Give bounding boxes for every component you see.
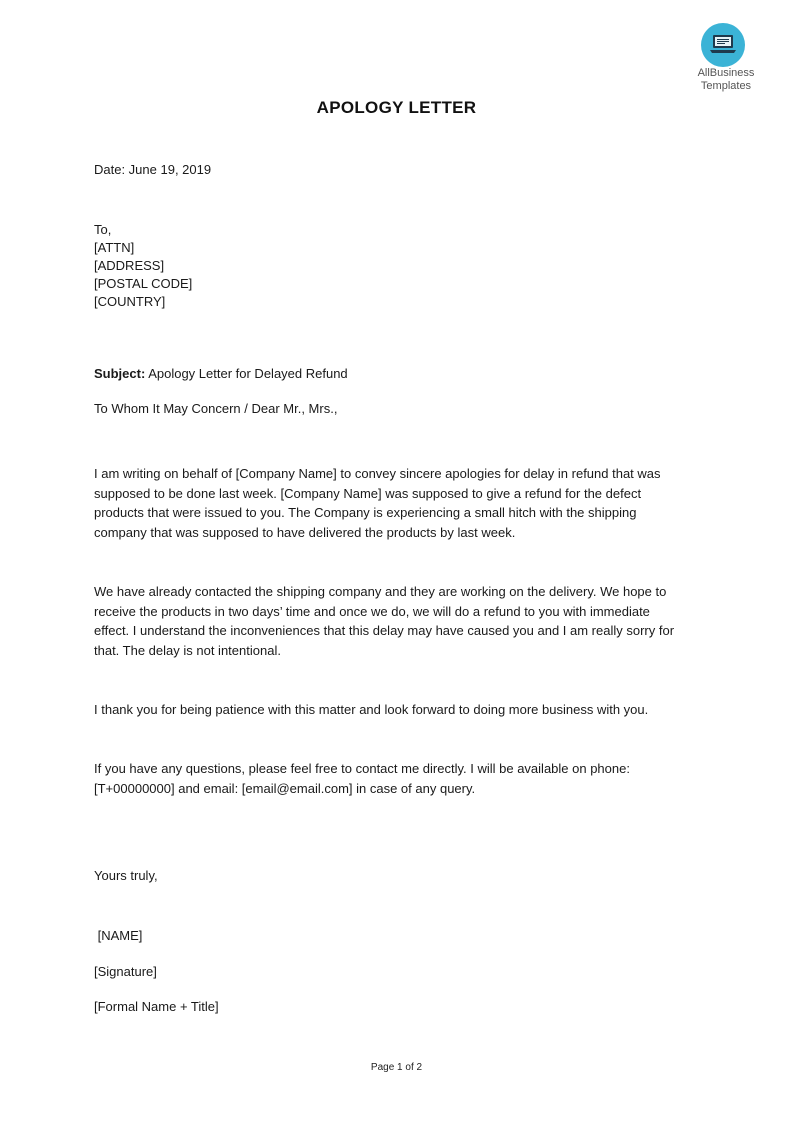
paragraph-4-line: If you have any questions, please feel free to contact me directly. I will be available on phone: [94,761,630,776]
paragraph-2 [94,582,706,660]
subject-text: Apology Letter for Delayed Refund [148,366,348,381]
subject-label: Subject: [94,366,146,381]
formal-name-title: [Formal Name + Title] [94,999,219,1014]
salutation: To Whom It May Concern / Dear Mr., Mrs., [94,401,338,416]
paragraph-2-line: that. The delay is not intentional. [94,642,281,658]
signature: [Signature] [94,964,157,979]
page-number: Page 1 of 2 [370,1062,423,1073]
closing: Yours truly, [94,868,158,883]
paragraph-1-line: products that were issued to you. The Company is experiencing a small hitch with the shipping [94,505,637,520]
laptop-icon [710,34,736,56]
paragraph-4 [94,759,706,798]
paragraph-3: I thank you for being patience with this matter and look forward to doing more business with you. [94,702,649,717]
brand-logo [690,20,762,94]
letter-date: Date: June 19, 2019 [94,162,212,177]
recipient-attn: [ATTN] [94,240,135,255]
brand-name-line2: Templates [700,80,752,92]
paragraph-1-line: I am writing on behalf of [Company Name] to convey sincere apologies for delay in refund that was [94,466,661,481]
recipient-to: To, [94,222,112,237]
paragraph-1-line: supposed to be done last week. [Company Name] was supposed to give a refund for the defect [94,485,642,501]
paragraph-2-line: effect. I understand the inconveniences that this delay may have caused you and I am really sorry for [94,623,675,638]
page-title: APOLOGY LETTER [316,98,477,117]
logo-circle [701,23,745,67]
paragraph-2-line: receive the products in two days’ time and once we do, we will do a refund to you with immediate [94,603,650,619]
brand-name-line1: AllBusiness [697,67,755,79]
paragraph-1-line: company that was supposed to have delivered the products by last week. [94,524,516,540]
paragraph-2-line: We have already contacted the shipping company and they are working on the delivery. We hope to [94,584,667,599]
paragraph-1 [94,464,706,542]
recipient-postal-code: [POSTAL CODE] [94,276,193,291]
sender-name: [NAME] [94,928,143,943]
recipient-country: [COUNTRY] [94,294,166,309]
subject-line [94,365,348,383]
paragraph-4-line: [T+00000000] and email: [email@email.com] in case of any query. [94,780,476,796]
recipient-address: [ADDRESS] [94,258,165,273]
